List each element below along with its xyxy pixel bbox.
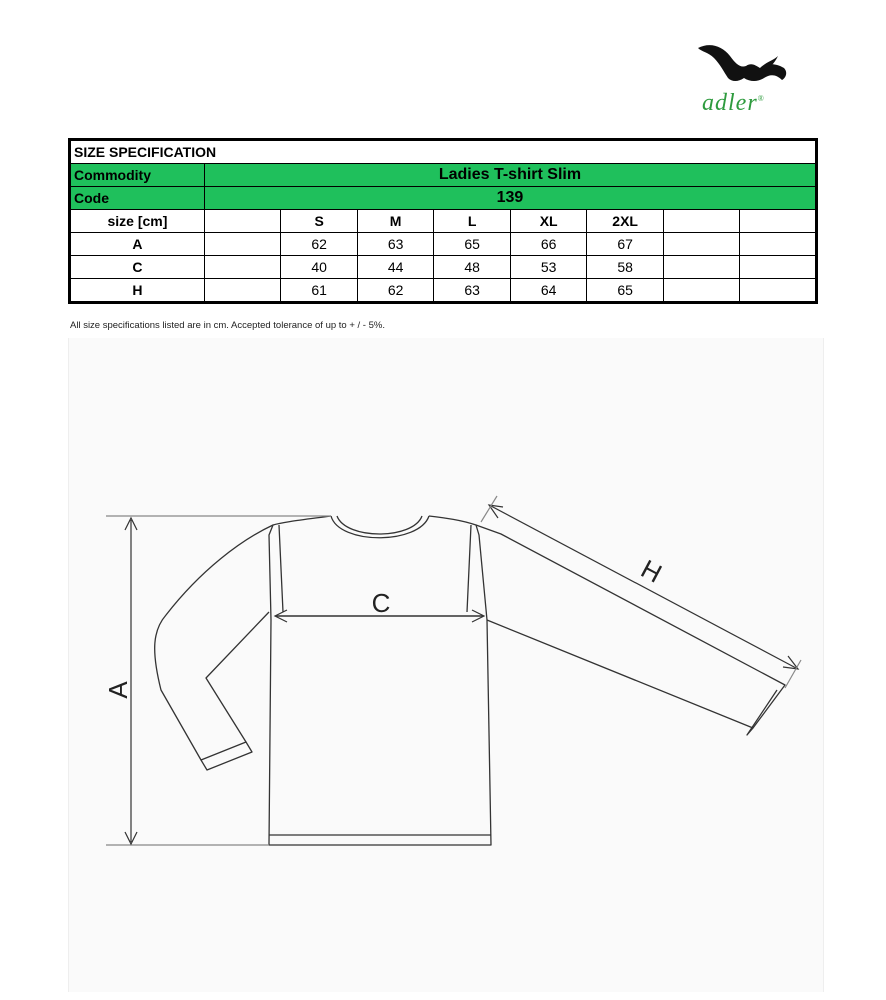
empty-cell	[663, 256, 740, 279]
table-title: SIZE SPECIFICATION	[70, 140, 817, 164]
empty-cell	[740, 210, 817, 233]
brand-name	[702, 90, 765, 117]
table-cell: 63	[434, 279, 511, 303]
row-label: C	[70, 256, 205, 279]
table-cell: 62	[281, 233, 358, 256]
table-cell: 58	[587, 256, 664, 279]
size-m: M	[357, 210, 434, 233]
commodity-value: Ladies T-shirt Slim	[204, 164, 816, 187]
eagle-icon	[690, 38, 800, 98]
empty-cell	[204, 210, 281, 233]
table-cell: 62	[357, 279, 434, 303]
brand-trademark: ®	[757, 94, 765, 103]
measurement-diagram-panel	[68, 338, 824, 992]
table-cell: 40	[281, 256, 358, 279]
brand-name-text: adler	[702, 90, 758, 116]
tshirt-measurement-diagram	[69, 338, 823, 992]
table-cell: 44	[357, 256, 434, 279]
code-label: Code	[70, 187, 205, 210]
measure-c-label: C	[371, 588, 391, 618]
table-row-c	[70, 256, 817, 279]
size-label: size [cm]	[70, 210, 205, 233]
empty-cell	[740, 256, 817, 279]
measure-h-line	[491, 506, 796, 668]
table-cell: 48	[434, 256, 511, 279]
code-value: 139	[204, 187, 816, 210]
table-cell: 64	[510, 279, 587, 303]
empty-cell	[740, 233, 817, 256]
size-specification-table	[68, 138, 818, 304]
row-label: H	[70, 279, 205, 303]
commodity-label: Commodity	[70, 164, 205, 187]
measure-h-label: H	[636, 553, 667, 589]
size-2xl: 2XL	[587, 210, 664, 233]
measure-a-label: A	[103, 681, 133, 699]
table-cell: 63	[357, 233, 434, 256]
size-s: S	[281, 210, 358, 233]
right-sleeve	[476, 525, 785, 728]
table-cell: 53	[510, 256, 587, 279]
size-l: L	[434, 210, 511, 233]
empty-cell	[663, 210, 740, 233]
table-row-h	[70, 279, 817, 303]
table-cell: 65	[434, 233, 511, 256]
size-header-row	[70, 210, 817, 233]
tshirt-outline	[269, 516, 491, 845]
empty-cell	[663, 279, 740, 303]
table-cell: 67	[587, 233, 664, 256]
table-cell: 65	[587, 279, 664, 303]
tolerance-note: All size specifications listed are in cm. Accepted tolerance of up to + / - 5%.	[70, 320, 385, 331]
empty-cell	[663, 233, 740, 256]
table-cell: 61	[281, 279, 358, 303]
empty-cell	[204, 256, 281, 279]
empty-cell	[740, 279, 817, 303]
size-xl: XL	[510, 210, 587, 233]
table-row-a	[70, 233, 817, 256]
row-label: A	[70, 233, 205, 256]
adler-logo	[690, 38, 800, 118]
empty-cell	[204, 279, 281, 303]
left-sleeve	[155, 525, 273, 760]
table-cell: 66	[510, 233, 587, 256]
empty-cell	[204, 233, 281, 256]
